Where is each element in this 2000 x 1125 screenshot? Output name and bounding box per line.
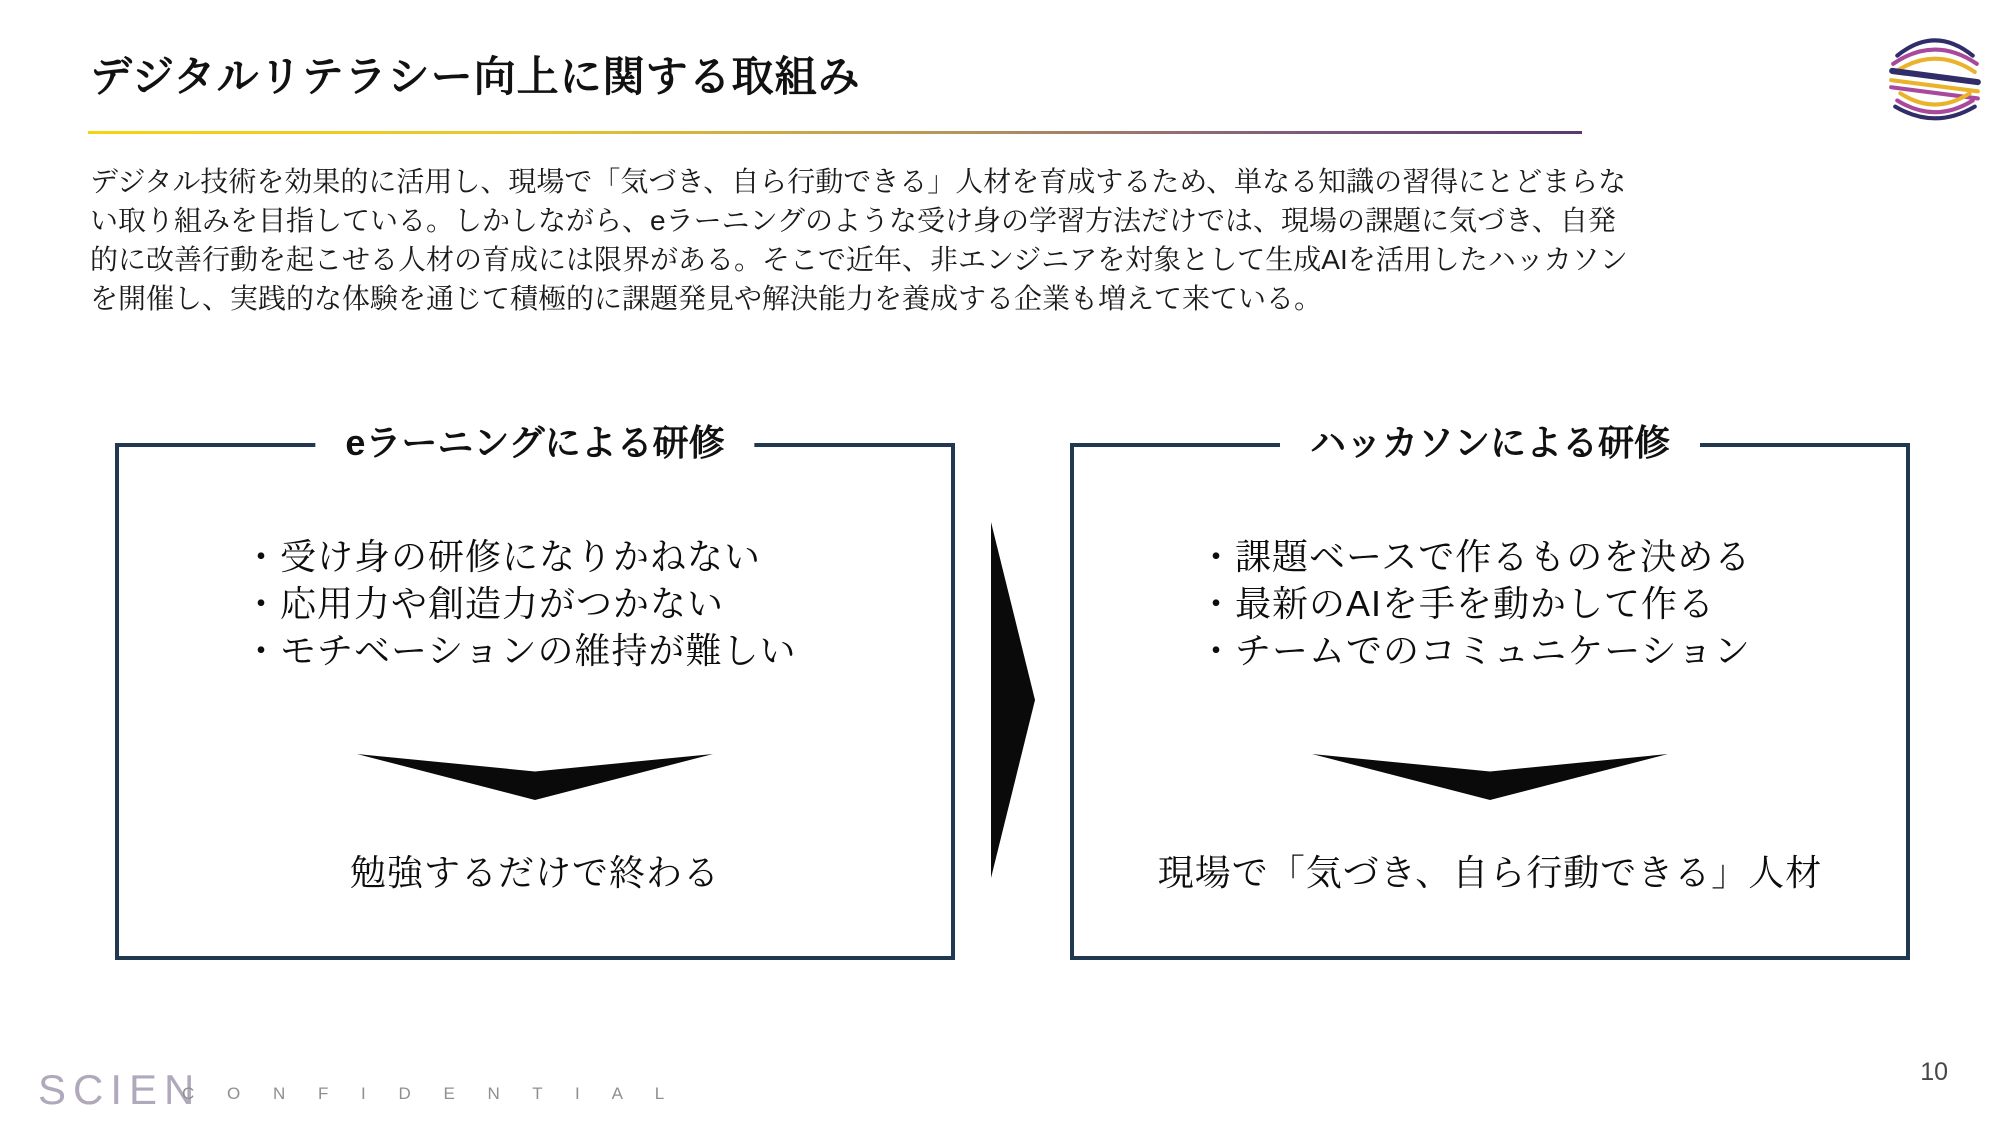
merge-arrow-down-icon bbox=[357, 754, 713, 800]
hackathon-result: 現場で「気づき、自ら行動できる」人材 bbox=[1157, 852, 1823, 893]
hackathon-box-title: ハッカソンによる研修 bbox=[1280, 419, 1700, 467]
elearning-result: 勉強するだけで終わる bbox=[349, 852, 720, 893]
confidential-label: C O N F I D E N T I A L bbox=[182, 1084, 679, 1103]
hackathon-box bbox=[1070, 422, 1910, 960]
bullet-item: ・受け身の研修になりかねない bbox=[243, 536, 762, 577]
intro-line: を開催し、実践的な体験を通じて積極的に課題発見や解決能力を養成する企業も増えて来ている。 bbox=[90, 283, 1323, 314]
scien-sphere-logo-icon bbox=[1882, 22, 1988, 128]
brand-wordmark: SCIEN bbox=[38, 1066, 202, 1113]
bullet-item: ・最新のAIを手を動かして作る bbox=[1198, 583, 1716, 624]
bullet-item: ・モチベーションの維持が難しい bbox=[243, 630, 797, 671]
page-number: 10 bbox=[1920, 1058, 1948, 1086]
bullet-item: ・チームでのコミュニケーション bbox=[1198, 630, 1751, 671]
intro-line: い取り組みを目指している。しかしながら、eラーニングのような受け身の学習方法だけでは、現場の課題に気づき、自発 bbox=[90, 205, 1616, 236]
page-title: デジタルリテラシー向上に関する取組み bbox=[90, 53, 861, 100]
intro-line: 的に改善行動を起こせる人材の育成には限界がある。そこで近年、非エンジニアを対象として生成AIを活用したハッカソン bbox=[90, 244, 1628, 275]
flow-arrow-right-icon bbox=[991, 522, 1035, 878]
bullet-item: ・応用力や創造力がつかない bbox=[243, 583, 725, 624]
merge-arrow-down-icon bbox=[1312, 754, 1668, 800]
title-underline bbox=[88, 131, 1582, 134]
elearning-bullets bbox=[243, 533, 931, 674]
elearning-box bbox=[115, 422, 955, 960]
hackathon-bullets bbox=[1198, 533, 1886, 674]
intro-line: デジタル技術を効果的に活用し、現場で「気づき、自ら行動できる」人材を育成するため、単なる知識の習得にとどまらな bbox=[90, 166, 1627, 197]
intro-paragraph bbox=[90, 162, 1628, 318]
bullet-item: ・課題ベースで作るものを決める bbox=[1198, 536, 1752, 577]
elearning-box-title: eラーニングによる研修 bbox=[315, 419, 754, 467]
